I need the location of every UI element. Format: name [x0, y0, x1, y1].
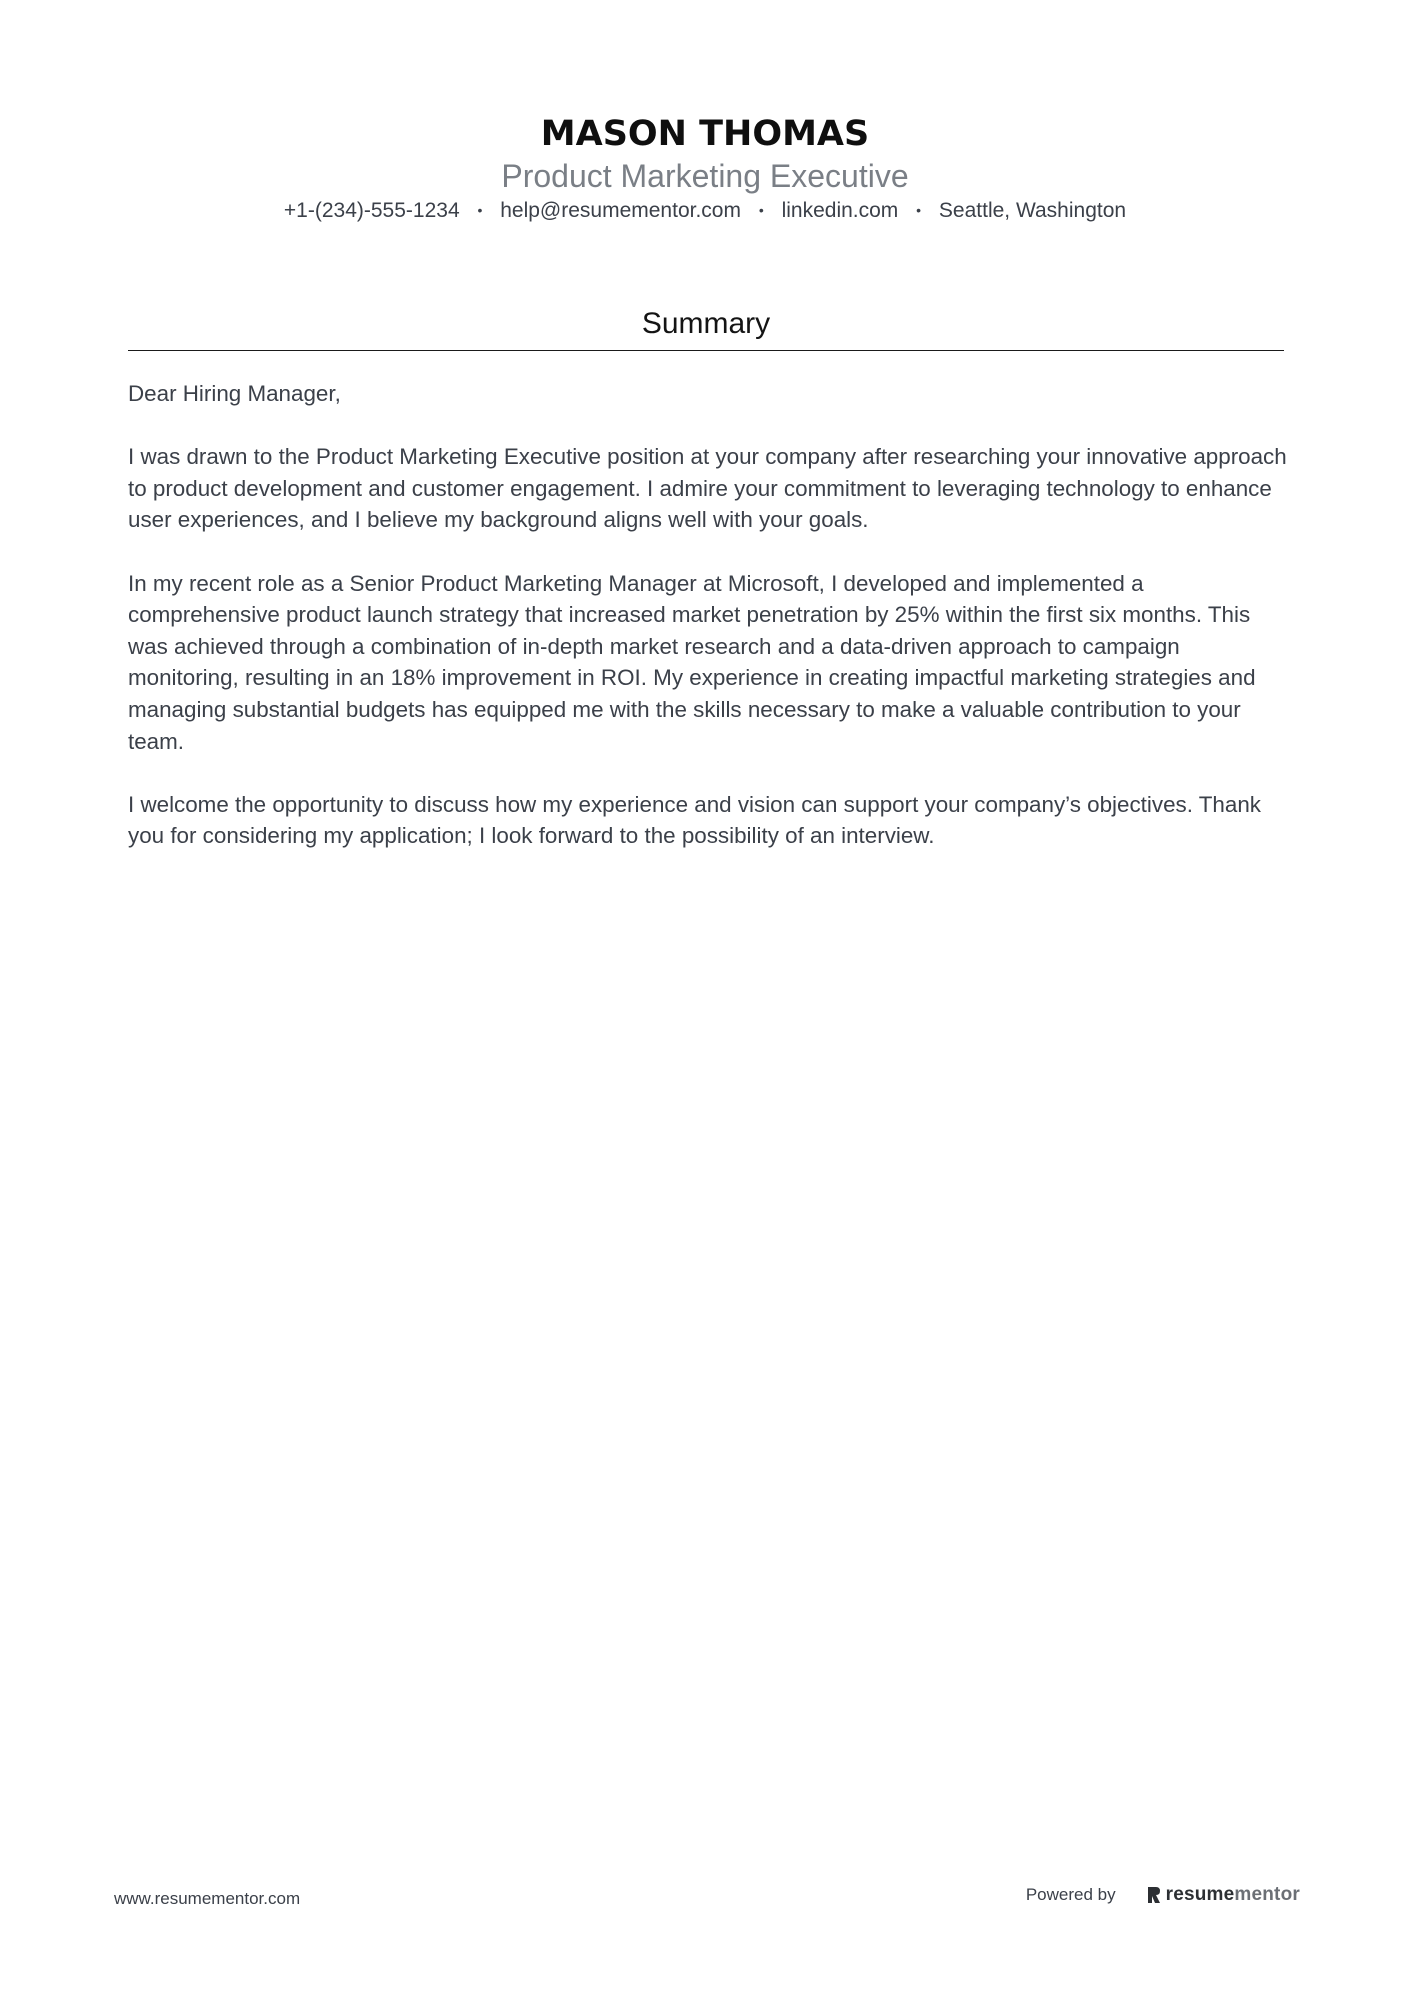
letter-paragraph: In my recent role as a Senior Product Marketing Manager at Microsoft, I developed and implemented a comprehensive product launch strategy that increased market penetration by 25% within the first six months. This was achieved through a combination of in-depth market research and a data-driven approach to campaign monitoring, resulting in an 18% improvement in ROI. My experience in creating impactful marketing strategies and managing substantial budgets has equipped me with the skills necessary to make a valuable contribution to your team.	[128, 570, 1256, 754]
contact-separator: •	[477, 202, 483, 218]
footer-branding	[1026, 1884, 1300, 1906]
section-divider	[128, 350, 1284, 351]
contact-separator: •	[916, 202, 922, 218]
contact-location: Seattle, Washington	[938, 199, 1127, 222]
section-title-summary: Summary	[641, 307, 771, 340]
powered-by-label: Powered by	[1025, 1885, 1116, 1904]
header	[0, 112, 1410, 227]
resumementor-logo-icon	[1146, 1885, 1162, 1905]
contact-linkedin[interactable]: linkedin.com	[781, 199, 899, 222]
candidate-role: Product Marketing Executive	[501, 158, 909, 194]
letter-paragraph: I was drawn to the Product Marketing Executive position at your company after researching your innovative approach to product development and customer engagement. I admire your commitment to leveraging technology to enhance user experiences, and I believe my background aligns well with your goals.	[128, 444, 1287, 533]
contact-phone: +1-(234)-555-1234	[283, 199, 460, 222]
letter-salutation: Dear Hiring Manager,	[128, 381, 341, 406]
footer-website[interactable]: www.resumementor.com	[114, 1889, 301, 1908]
letter-body	[128, 378, 1288, 884]
brand-name-part2: mentor	[1234, 1884, 1300, 1905]
letter-paragraph: I welcome the opportunity to discuss how my experience and vision can support your company’s objectives. Thank you for considering my application; I look forward to the possibility of an interview.	[128, 791, 1261, 849]
candidate-name: MASON THOMAS	[540, 114, 870, 154]
brand-name-part1: resume	[1165, 1884, 1235, 1905]
contact-separator: •	[758, 202, 764, 218]
contact-line	[0, 196, 1410, 227]
contact-email[interactable]: help@resumementor.com	[500, 199, 741, 222]
brand-logo[interactable]	[1146, 1884, 1300, 1906]
